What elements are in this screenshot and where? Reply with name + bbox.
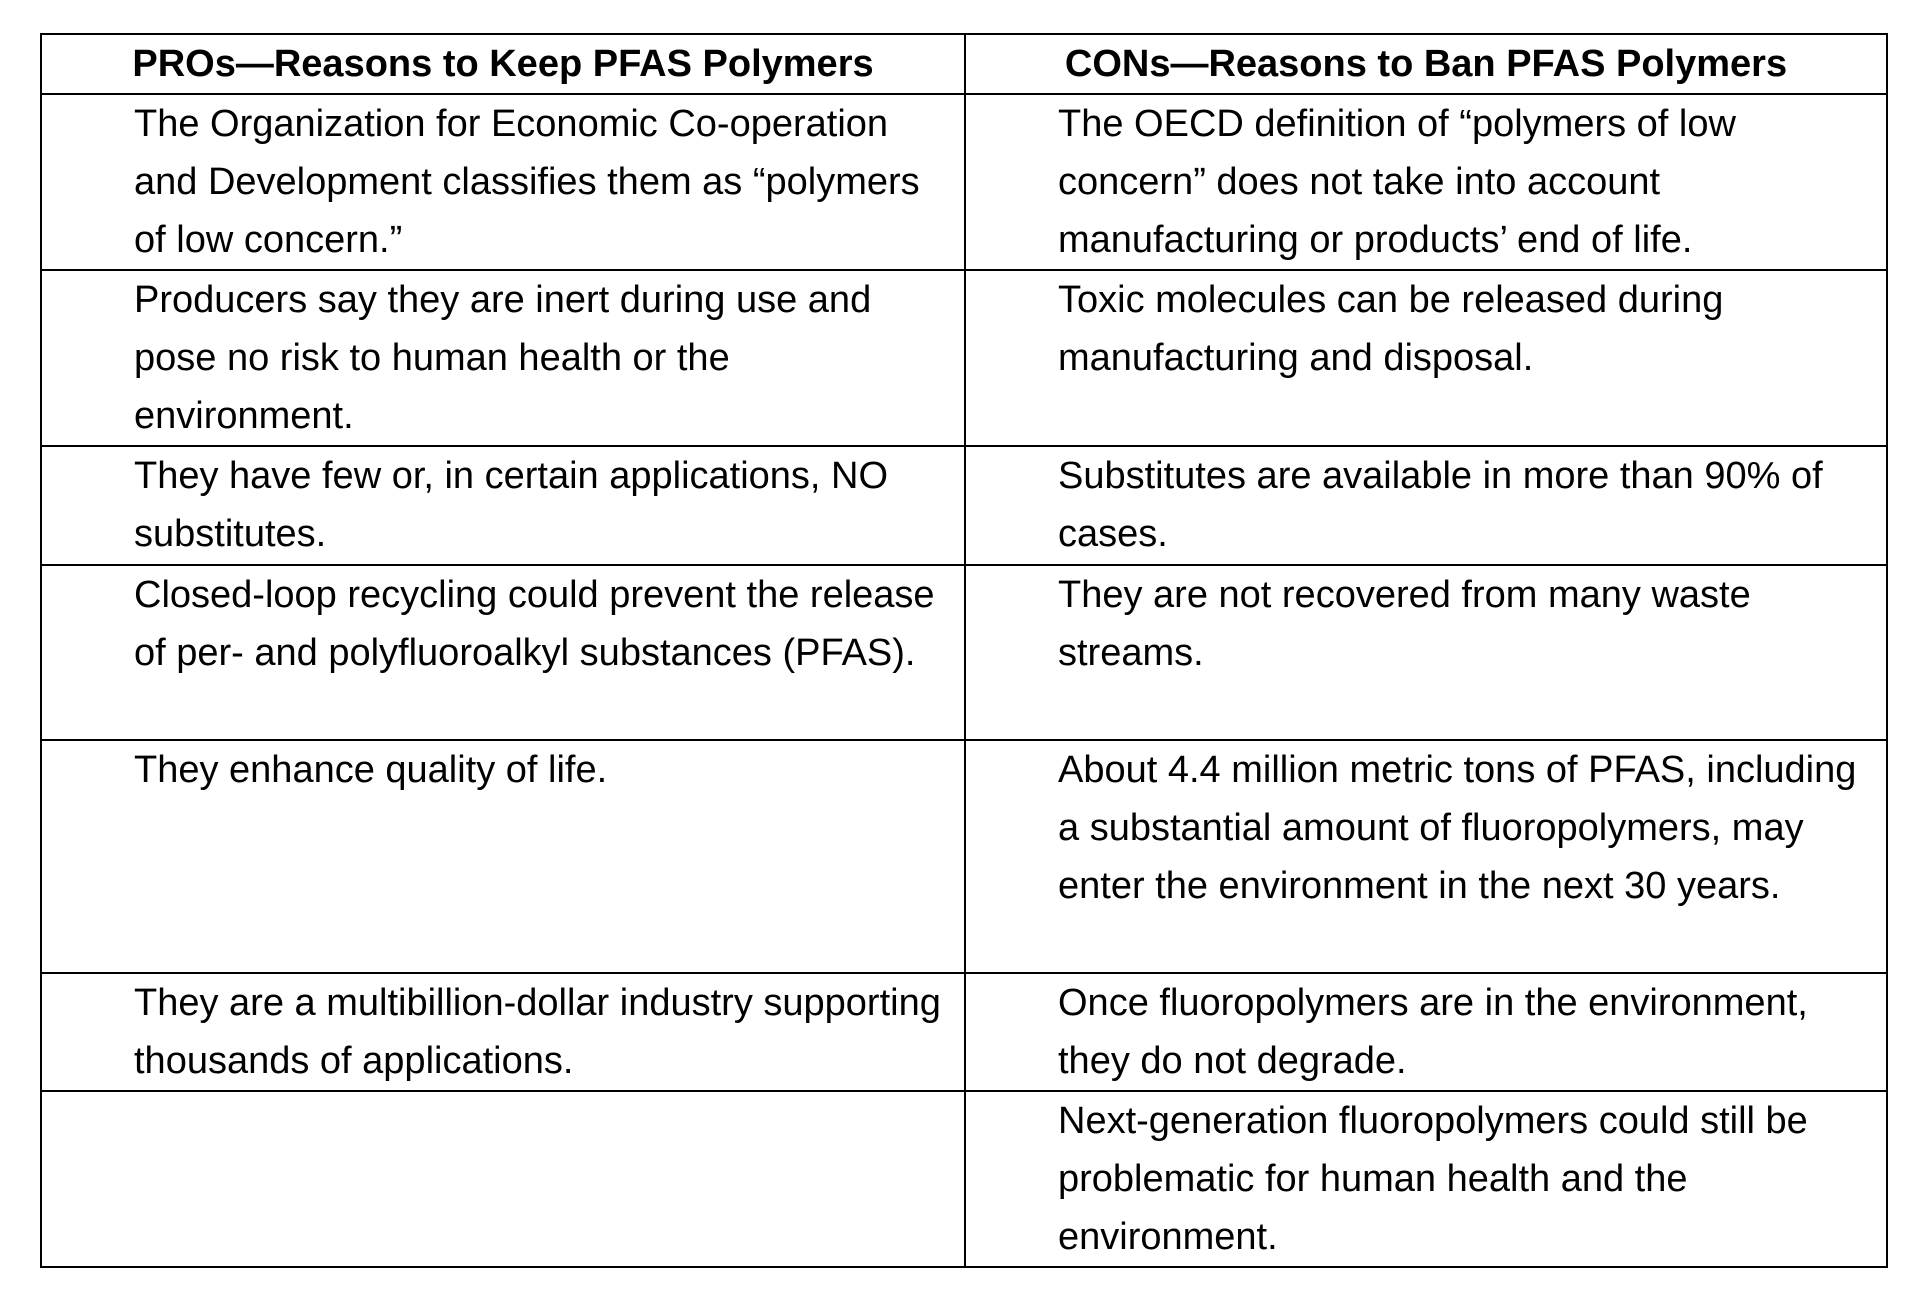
table-row — [41, 1091, 1887, 1267]
table-row — [41, 565, 1887, 740]
con-cell: Substitutes are available in more than 90% of cases. — [965, 446, 1887, 565]
con-cell: About 4.4 million metric tons of PFAS, including a substantial amount of fluoropolymers, may enter the environment in the next 30 years. — [965, 740, 1887, 973]
header-row — [41, 34, 1887, 94]
table-row — [41, 740, 1887, 973]
pro-cell: They are a multibillion-dollar industry supporting thousands of applications. — [41, 973, 965, 1091]
pros-cons-table — [40, 33, 1888, 1268]
pro-cell: Closed-loop recycling could prevent the release of per- and polyfluoroalkyl substances (PFAS). — [41, 565, 965, 740]
table-row — [41, 94, 1887, 270]
con-cell: They are not recovered from many waste streams. — [965, 565, 1887, 740]
table-row — [41, 446, 1887, 565]
con-cell: Next-generation fluoropolymers could still be problematic for human health and the environment. — [965, 1091, 1887, 1267]
cons-header: CONs—Reasons to Ban PFAS Polymers — [965, 34, 1887, 94]
con-cell: The OECD definition of “polymers of low concern” does not take into account manufacturing or products’ end of life. — [965, 94, 1887, 270]
pro-cell-empty — [41, 1091, 965, 1267]
pro-cell: They enhance quality of life. — [41, 740, 965, 973]
con-cell: Once fluoropolymers are in the environment, they do not degrade. — [965, 973, 1887, 1091]
pro-cell: The Organization for Economic Co-operation and Development classifies them as “polymers of low concern.” — [41, 94, 965, 270]
table-row — [41, 270, 1887, 446]
con-cell: Toxic molecules can be released during manufacturing and disposal. — [965, 270, 1887, 446]
pros-header: PROs—Reasons to Keep PFAS Polymers — [41, 34, 965, 94]
pro-cell: Producers say they are inert during use and pose no risk to human health or the environment. — [41, 270, 965, 446]
table-row — [41, 973, 1887, 1091]
pro-cell: They have few or, in certain applications, NO substitutes. — [41, 446, 965, 565]
